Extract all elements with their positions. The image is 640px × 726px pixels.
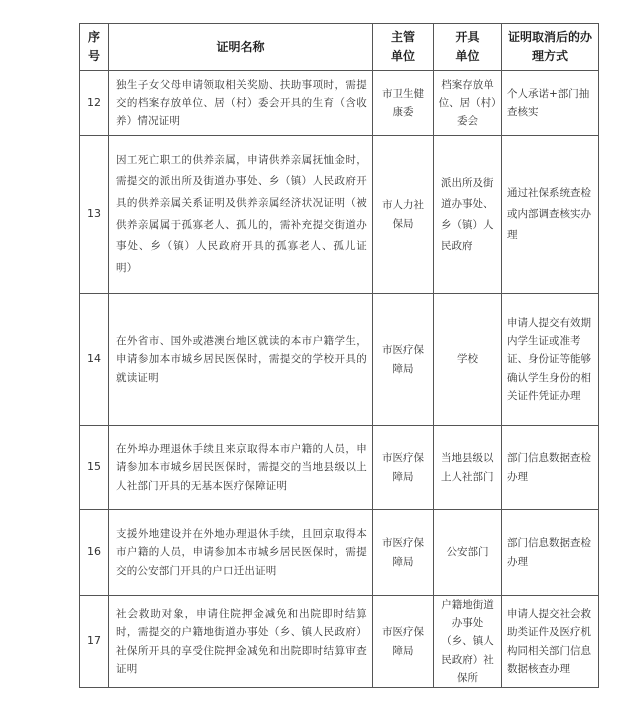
table-header-row <box>80 24 599 71</box>
row-supervisor: 市医疗保障局 <box>373 294 434 426</box>
row-supervisor: 市人力社保局 <box>373 136 434 294</box>
row-issuer: 当地县级以上人社部门 <box>434 426 502 510</box>
row-supervisor: 市卫生健康委 <box>373 71 434 136</box>
row-issuer: 档案存放单位、居（村）委会 <box>434 71 502 136</box>
table-row <box>80 596 599 688</box>
row-certificate-name: 支援外地建设并在外地办理退休手续，且回京取得本市户籍的人员，申请参加本市城乡居民医保时，需提交的公安部门开具的户口迁出证明 <box>109 510 373 596</box>
row-issuer: 公安部门 <box>434 510 502 596</box>
row-supervisor: 市医疗保障局 <box>373 596 434 688</box>
table-row <box>80 136 599 294</box>
row-issuer: 户籍地街道办事处（乡、镇人民政府）社保所 <box>434 596 502 688</box>
row-certificate-name: 独生子女父母申请领取相关奖励、扶助事项时，需提交的档案存放单位、居（村）委会开具的生育（含收养）情况证明 <box>109 71 373 136</box>
table-row <box>80 426 599 510</box>
row-method: 申请人提交有效期内学生证或准考证、身份证等能够确认学生身份的相关证件凭证办理 <box>502 294 599 426</box>
header-issuer: 开具单位 <box>434 24 502 71</box>
row-certificate-name: 在外省市、国外或港澳台地区就读的本市户籍学生，申请参加本市城乡居民医保时，需提交的学校开具的就读证明 <box>109 294 373 426</box>
header-method: 证明取消后的办理方式 <box>502 24 599 71</box>
row-issuer: 派出所及街道办事处、乡（镇）人民政府 <box>434 136 502 294</box>
row-method: 部门信息数据查检办理 <box>502 510 599 596</box>
row-seq: 14 <box>80 294 109 426</box>
row-certificate-name: 在外埠办理退休手续且来京取得本市户籍的人员，申请参加本市城乡居民医保时，需提交的当地县级以上人社部门开具的无基本医疗保障证明 <box>109 426 373 510</box>
row-issuer: 学校 <box>434 294 502 426</box>
table-row <box>80 71 599 136</box>
header-seq: 序号 <box>80 24 109 71</box>
row-method: 部门信息数据查检办理 <box>502 426 599 510</box>
row-supervisor: 市医疗保障局 <box>373 510 434 596</box>
row-supervisor: 市医疗保障局 <box>373 426 434 510</box>
row-seq: 16 <box>80 510 109 596</box>
certificate-table <box>79 23 599 688</box>
row-seq: 12 <box>80 71 109 136</box>
row-method: 个人承诺+部门抽查核实 <box>502 71 599 136</box>
row-seq: 15 <box>80 426 109 510</box>
row-seq: 13 <box>80 136 109 294</box>
row-method: 申请人提交社会救助类证件及医疗机构同相关部门信息数据核查办理 <box>502 596 599 688</box>
table-row <box>80 294 599 426</box>
certificate-table-page <box>79 23 599 688</box>
header-name: 证明名称 <box>109 24 373 71</box>
table-row <box>80 510 599 596</box>
header-supervisor: 主管单位 <box>373 24 434 71</box>
row-certificate-name: 因工死亡职工的供养亲属，申请供养亲属抚恤金时，需提交的派出所及街道办事处、乡（镇）人民政府开具的供养亲属关系证明及供养亲属经济状况证明（被供养亲属属于孤寡老人、孤儿的，需补充提交街道办事处、乡（镇）人民政府开具的孤寡老人、孤儿证明） <box>109 136 373 294</box>
row-certificate-name: 社会救助对象，申请住院押金减免和出院即时结算时，需提交的户籍地街道办事处（乡、镇人民政府）社保所开具的享受住院押金减免和出院即时结算审查证明 <box>109 596 373 688</box>
row-seq: 17 <box>80 596 109 688</box>
row-method: 通过社保系统查检或内部调查核实办理 <box>502 136 599 294</box>
